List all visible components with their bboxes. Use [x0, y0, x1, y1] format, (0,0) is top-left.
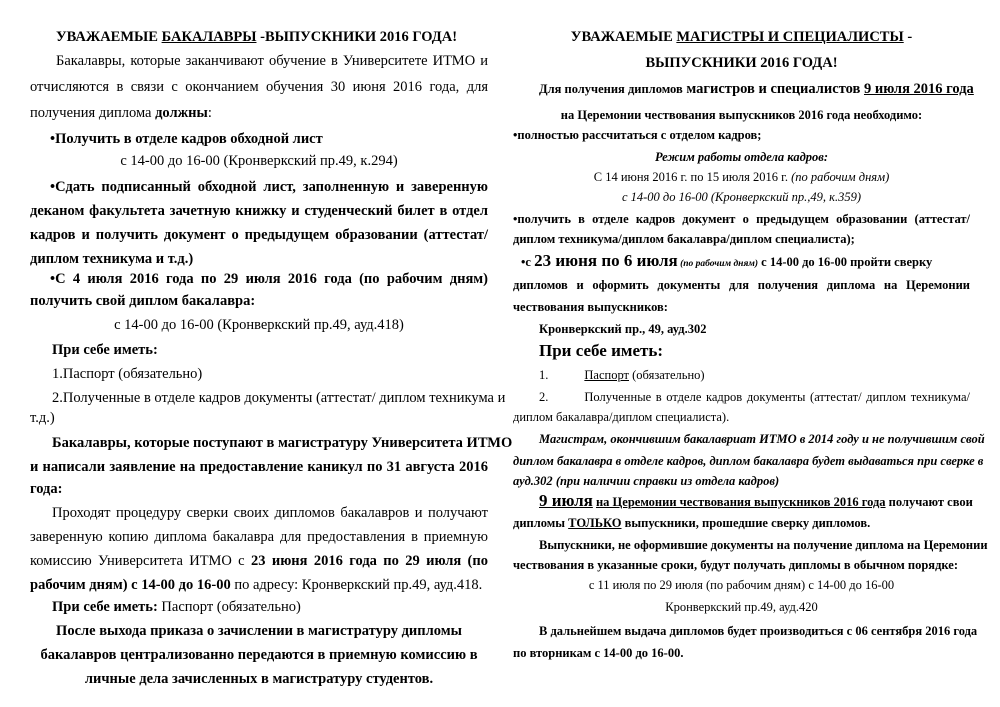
- bring2: При себе иметь: Паспорт (обязательно): [52, 599, 301, 615]
- item2-line-3: кадров и получить документ о предыдущем образовании (аттестат/: [30, 227, 488, 243]
- bullet-3-line-2: дипломов и оформить документы для получения диплома на Церемонии: [513, 278, 970, 292]
- mode-line-2: с 14-00 до 16-00 (Кронверкский пр.,49, к.359): [621, 190, 862, 204]
- italic-line-2: диплом бакалавра в отделе кадров, диплом бакалавра будет выдаваться при сверке в: [513, 454, 984, 468]
- item3-line-1: •С 4 июля 2016 года по 29 июля 2016 года (по рабочим дням): [50, 271, 488, 287]
- bullet-2-line-1: •получить в отделе кадров документ о предыдущем образовании (аттестат/: [513, 212, 970, 226]
- item1-detail: с 14-00 до 16-00 (Кронверкский пр.49, к.294): [120, 153, 398, 169]
- bullet-2-line-2: диплом техникума/диплом бакалавра/диплом специалиста);: [513, 232, 855, 246]
- item2-line-4: диплом техникума и т.д.): [30, 251, 194, 267]
- bring-item-2-cont: т.д.): [30, 410, 55, 426]
- bring-title: При себе иметь:: [52, 342, 158, 358]
- late-line-1: Выпускники, не оформившие документы на получение диплома на Церемонии: [539, 538, 988, 552]
- bring-item-1: 1.Паспорт (обязательно): [52, 366, 203, 382]
- masters-title-1: УВАЖАЕМЫЕ МАГИСТРЫ И СПЕЦИАЛИСТЫ -: [570, 29, 913, 45]
- bullet-3-line-3: чествования выпускников:: [513, 300, 668, 314]
- final-line-3: личные дела зачисленных в магистратуру студентов.: [84, 671, 434, 687]
- mode-line-1: С 14 июня 2016 г. по 15 июля 2016 г. (по рабочим дням): [593, 170, 890, 184]
- july9-line: 9 июля на Церемонии чествования выпускников 2016 года получают свои: [539, 491, 973, 510]
- bring-item-2: 2.Полученные в отделе кадров документы (аттестат/ диплом техникума и: [52, 390, 506, 406]
- proc-line-4: рабочим дням) с 14-00 до 16-00 по адресу: Кронверкский пр.49, ауд.418.: [30, 577, 483, 593]
- item3-detail: с 14-00 до 16-00 (Кронверкский пр.49, ауд.418): [114, 317, 404, 333]
- bachelors-title: УВАЖАЕМЫЕ БАКАЛАВРЫ -ВЫПУСКНИКИ 2016 ГОДА!: [56, 29, 458, 45]
- bullet-1: •полностью рассчитаться с отделом кадров;: [513, 128, 762, 142]
- item2-line-1: •Сдать подписанный обходной лист, заполненную и заверенную: [50, 179, 488, 195]
- proc-line-2: заверенную копию диплома бакалавра для предоставления в приемную: [30, 529, 488, 545]
- master-intro-2: и написали заявление на предоставление каникул по 31 августа 2016: [30, 459, 488, 475]
- proc-line-3: комиссию Университета ИТМО с 23 июня 2016 года по 29 июля (по: [30, 553, 488, 569]
- bullet-3-line-1: •с 23 июня по 6 июля (по рабочим дням) с 14-00 до 16-00 пройти сверку: [521, 251, 933, 270]
- final-line-2: бакалавров централизованно передаются в приемную комиссию в: [40, 647, 478, 663]
- italic-line-3: ауд.302 (при наличии справки из отдела кадров): [513, 474, 780, 488]
- masters-title-2: ВЫПУСКНИКИ 2016 ГОДА!: [645, 55, 838, 71]
- bring-title: При себе иметь:: [539, 341, 664, 360]
- only-line: дипломы ТОЛЬКО выпускники, прошедшие сверку дипломов.: [513, 516, 871, 530]
- intro-line-1: Бакалавры, которые заканчивают обучение в Университете ИТМО и: [56, 53, 488, 69]
- bring-item-2: 2. Полученные в отделе кадров документы (аттестат/ диплом техникума/: [539, 390, 970, 404]
- item3-line-2: получить свой диплом бакалавра:: [30, 293, 256, 309]
- master-intro-1: Бакалавры, которые поступают в магистратуру Университета ИТМО: [52, 435, 513, 451]
- late-line-2: чествования в указанные сроки, будут получать дипломы в обычном порядке:: [513, 558, 958, 572]
- intro-line: Для получения дипломов магистров и специалистов 9 июля 2016 года: [539, 81, 974, 97]
- italic-line-1: Магистрам, окончившим бакалавриат ИТМО в 2014 году и не получившим свой: [539, 432, 985, 446]
- further-line-2: по вторникам с 14-00 до 16-00.: [513, 646, 684, 660]
- item2-line-2: деканом факультета зачетную книжку и студенческий билет в отдел: [30, 203, 488, 219]
- item1: •Получить в отделе кадров обходной лист: [50, 131, 323, 147]
- mode-title: Режим работы отдела кадров:: [654, 150, 829, 164]
- further-line-1: В дальнейшем выдача дипломов будет производиться с 06 сентября 2016 года: [539, 624, 978, 638]
- late-detail-2: Кронверкский пр.49, ауд.420: [665, 600, 818, 614]
- master-intro-3: года:: [30, 481, 63, 497]
- intro-line-2: на Церемонии чествования выпускников 2016 года необходимо:: [560, 108, 923, 122]
- proc-line-1: Проходят процедуру сверки своих дипломов бакалавров и получают: [52, 505, 488, 521]
- late-detail-1: с 11 июля по 29 июля (по рабочим дням) с 14-00 до 16-00: [588, 578, 895, 592]
- bring-item-2-cont: диплом бакалавра/диплом специалиста).: [513, 410, 730, 424]
- bring-item-1: 1. Паспорт (обязательно): [539, 368, 705, 382]
- final-line-1: После выхода приказа о зачислении в магистратуру дипломы: [56, 623, 462, 639]
- intro-line-3: получения диплома должны:: [30, 105, 212, 121]
- address: Кронверкский пр., 49, ауд.302: [539, 322, 707, 336]
- intro-line-2: отчисляются в связи с окончанием обучения 30 июня 2016 года, для: [30, 79, 488, 95]
